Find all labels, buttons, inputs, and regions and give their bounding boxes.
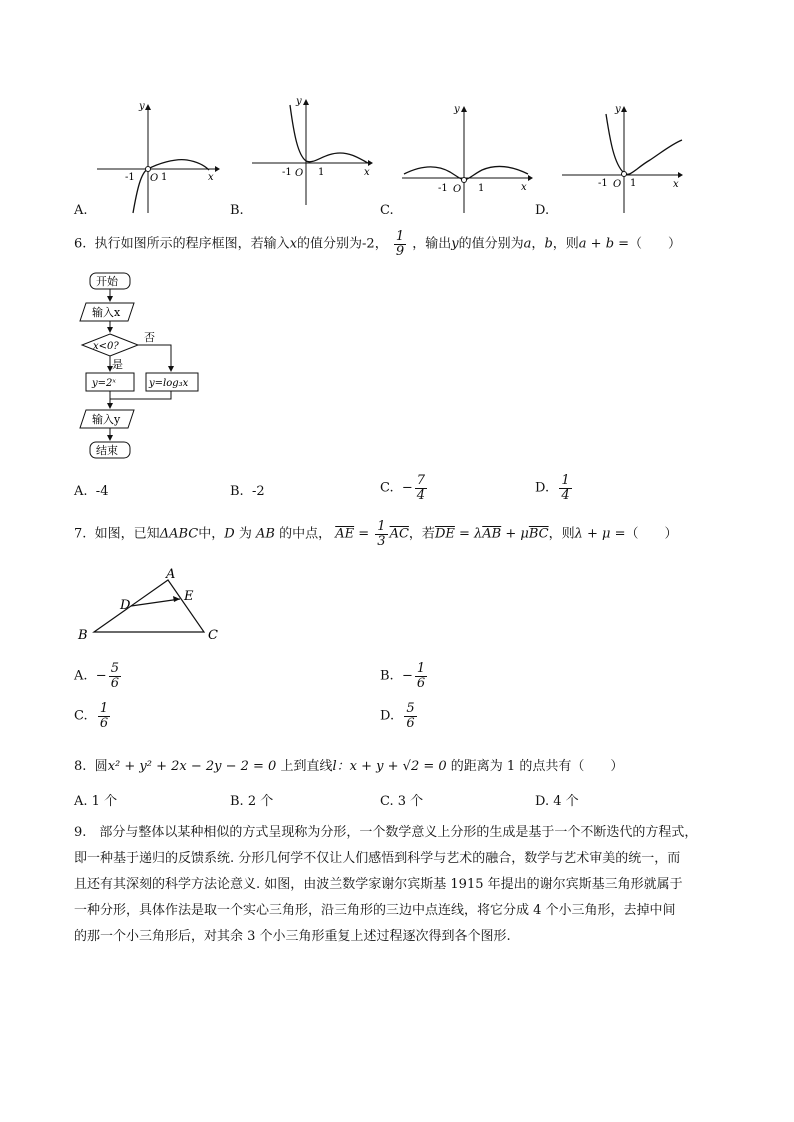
x-axis-label: x [673, 179, 679, 190]
q7-option-b[interactable]: B. − $\frac{1}{6}$ [380, 661, 426, 691]
vertex-b: B [78, 628, 88, 643]
tick-neg: -1 [438, 183, 448, 194]
graph-d-label: D. [535, 203, 550, 218]
point-d: D [120, 598, 131, 613]
q9-line: 即一种基于递归的反馈系统. 分形几何学不仅让人们感悟到科学与艺术的融合，数学与艺术审美的统一，而 [74, 851, 681, 866]
tick-neg: -1 [598, 178, 608, 189]
triangle-figure [76, 565, 236, 650]
flow-input-x: 输入x [92, 306, 121, 319]
q7-option-d[interactable]: D. $\frac{5}{6}$ [380, 701, 415, 731]
tick-pos: 1 [318, 167, 325, 178]
q9-line: 且还有其深刻的科学方法论意义. 如图，由波兰数学家谢尔宾斯基 1915 年提出的谢尔宾斯基三角形就属于 [74, 877, 683, 892]
question-6-stem: 6. 执行如图所示的程序框图，若输入x的值分别为-2， $\frac{1}{9}$ ，输出y的值分别为a，b，则a + b =（ ） [74, 229, 682, 259]
q9-line: 的那一个小三角形后，对其余 3 个小三角形重复上述过程逐次得到各个图形. [74, 929, 511, 944]
flow-input-y: 输入y [92, 413, 121, 426]
flow-start: 开始 [96, 275, 118, 288]
graph-c [400, 100, 535, 215]
x-axis-label: x [521, 182, 527, 193]
q7-option-a[interactable]: A. − $\frac{5}{6}$ [74, 661, 119, 691]
y-axis-label: y [615, 104, 621, 115]
graph-a-label: A. [74, 203, 88, 218]
origin-label: O [150, 173, 159, 184]
origin-label: O [613, 179, 622, 190]
x-axis-label: x [364, 167, 370, 178]
flow-left-box: y=2ˣ [92, 378, 116, 389]
flow-no: 否 [144, 331, 155, 344]
question-9-text [74, 820, 734, 950]
graph-a [95, 100, 220, 215]
q6-option-d[interactable]: D. $\frac{1}{4}$ [535, 473, 570, 503]
graph-c-label: C. [380, 203, 394, 218]
question-7-stem: 7. 如图，已知ΔABC中，D 为 AB 的中点， $\overline{AE}$ = $\frac{1}{3}$ $\overline{AC}$，若$\overline{DE} = \lambda\overline{AB} + \mu\overline{BC}$，则λ + μ =（ ） [74, 519, 678, 549]
q8-option-c[interactable]: C. 3 个 [380, 794, 424, 809]
flowchart [76, 270, 216, 470]
flow-condition: x<0? [93, 341, 119, 352]
x-axis-label: x [208, 172, 214, 183]
tick-pos: 1 [478, 183, 485, 194]
q9-line: 9. 部分与整体以某种相似的方式呈现称为分形，一个数学意义上分形的生成是基于一个不断迭代的方程式， [74, 825, 698, 840]
q9-line: 一种分形，具体作法是取一个实心三角形，沿三角形的三边中点连线，将它分成 4 个小三角形，去掉中间 [74, 903, 676, 918]
flow-right-box: y=log₃x [149, 378, 189, 389]
tick-neg: -1 [125, 172, 135, 183]
y-axis-label: y [139, 101, 145, 112]
q8-option-b[interactable]: B. 2 个 [230, 794, 274, 809]
y-axis-label: y [296, 96, 302, 107]
y-axis-label: y [454, 104, 460, 115]
graph-b [250, 95, 375, 205]
flow-yes: 是 [112, 358, 123, 371]
vertex-a: A [166, 567, 176, 582]
origin-label: O [453, 184, 462, 195]
tick-neg: -1 [282, 167, 292, 178]
q6-option-c[interactable]: C. − $\frac{7}{4}$ [380, 473, 426, 503]
q8-option-d[interactable]: D. 4 个 [535, 794, 579, 809]
graph-b-label: B. [230, 203, 244, 218]
q6-option-b[interactable]: B. -2 [230, 484, 265, 499]
graph-d [560, 100, 685, 215]
question-8-stem: 8. 圆x² + y² + 2x − 2y − 2 = 0 上到直线l：x + y + √2 = 0 的距离为 1 的点共有（ ） [74, 759, 624, 774]
fraction: $\frac{1}{9}$ [395, 229, 405, 259]
origin-label: O [295, 168, 304, 179]
point-e: E [184, 589, 194, 604]
q7-option-c[interactable]: C. $\frac{1}{6}$ [74, 701, 109, 731]
q6-option-a[interactable]: A. -4 [74, 484, 109, 499]
flow-end: 结束 [96, 444, 118, 457]
tick-pos: 1 [630, 178, 637, 189]
vertex-c: C [208, 628, 218, 643]
q8-option-a[interactable]: A. 1 个 [74, 794, 118, 809]
tick-pos: 1 [161, 172, 168, 183]
